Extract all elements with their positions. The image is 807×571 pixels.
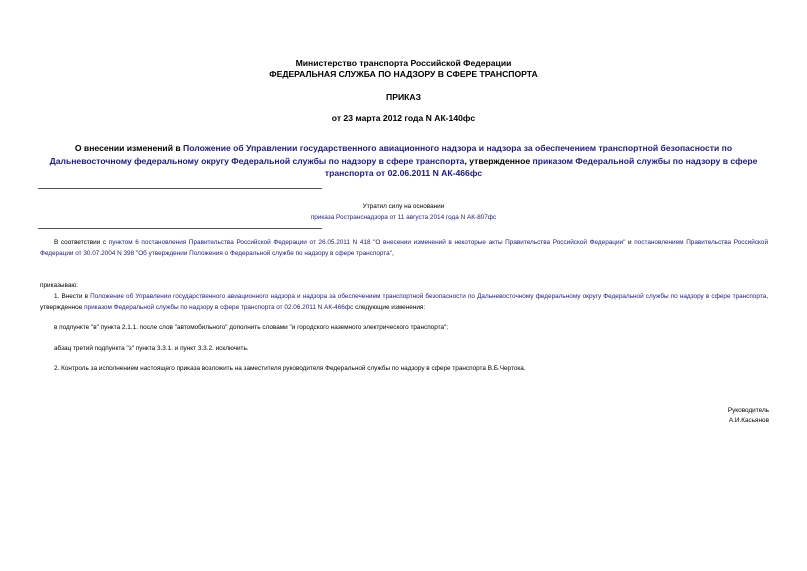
item-2-paragraph: 2. Контроль за исполнением настоящего приказа возложить на заместителя руководителя Федеральной службы по надзору в сфере транспорта В.Б.Чертока. (54, 365, 526, 372)
divider-bottom (38, 228, 322, 229)
preamble-paragraph (40, 238, 768, 259)
signature-name: А.И.Касьянов (728, 417, 769, 424)
ministry-name: Министерство транспорта Российской Федерации (295, 58, 512, 68)
service-name: ФЕДЕРАЛЬНАЯ СЛУЖБА ПО НАДЗОРУ В СФЕРЕ ТРАНСПОРТА (269, 69, 538, 79)
status-note-link[interactable]: приказа Ространснадзора от 11 августа 2014 года N АК-807фс (310, 214, 497, 221)
preamble-link-resolution-418[interactable]: пунктом 6 постановления Правительства Российской Федерации от 26.05.2011 N 418 "О внесении изменений в некоторые акты Правительства Российской Федерации" (108, 239, 626, 246)
preamble-text-c: , (391, 249, 394, 257)
document-type: ПРИКАЗ (386, 92, 421, 102)
title-prefix: О внесении изменений в (74, 143, 184, 153)
title-middle: , утвержденное (464, 155, 533, 166)
item-1-text-b: , утвержденное (40, 293, 768, 311)
signature-position: Руководитель (727, 407, 769, 414)
item-1-paragraph (40, 292, 768, 313)
change-subitem-v: в подпункте "в" пункта 2.1.1. после слов "автомобильного" дополнить словами "и городского наземного электрического транспорта"; (54, 324, 449, 331)
title-order-link[interactable]: приказом Федеральной службы по надзору в сфере транспорта от 02.06.2011 N АК-466фс (324, 155, 758, 178)
item-1-regulation-link[interactable]: Положение об Управлении государственного авиационного надзора и надзора за обеспечением транспортной безопасности по Дальневосточному федеральному округу Федеральной службы по надзору в сфере транспорта (90, 293, 767, 300)
preamble-text-b: и (625, 239, 635, 246)
preamble-link-resolution-398[interactable]: постановлением Правительства Российской Федерации от 30.07.2004 N 398 "Об утверждении Положения о Федеральной службе по надзору в сфере транспорта" (40, 239, 769, 257)
title-regulation-link[interactable]: Положение об Управлении государственного авиационного надзора и надзора за обеспечением транспортной безопасности по Дальневосточному федеральному округу Федеральной службы по надзору в сфере транспорта (49, 143, 733, 166)
preamble-text-a: В соответствии с (54, 239, 109, 246)
item-1-text-c: следующие изменения: (353, 303, 426, 311)
change-subitem-z: абзац третий подпункта "з" пункта 3.3.1. и пункт 3.3.2. исключить. (54, 345, 249, 352)
orders-word: приказываю: (40, 282, 78, 289)
item-1-order-link[interactable]: приказом Федеральной службы по надзору в сфере транспорта от 02.06.2011 N АК-466фс (84, 303, 354, 311)
divider-top (38, 188, 322, 189)
item-1-text-a: 1. Внести в (54, 293, 91, 300)
document-date-number: от 23 марта 2012 года N АК-140фс (331, 113, 476, 123)
document-title (40, 142, 767, 180)
status-note-line1: Утратил силу на основании (362, 203, 445, 210)
